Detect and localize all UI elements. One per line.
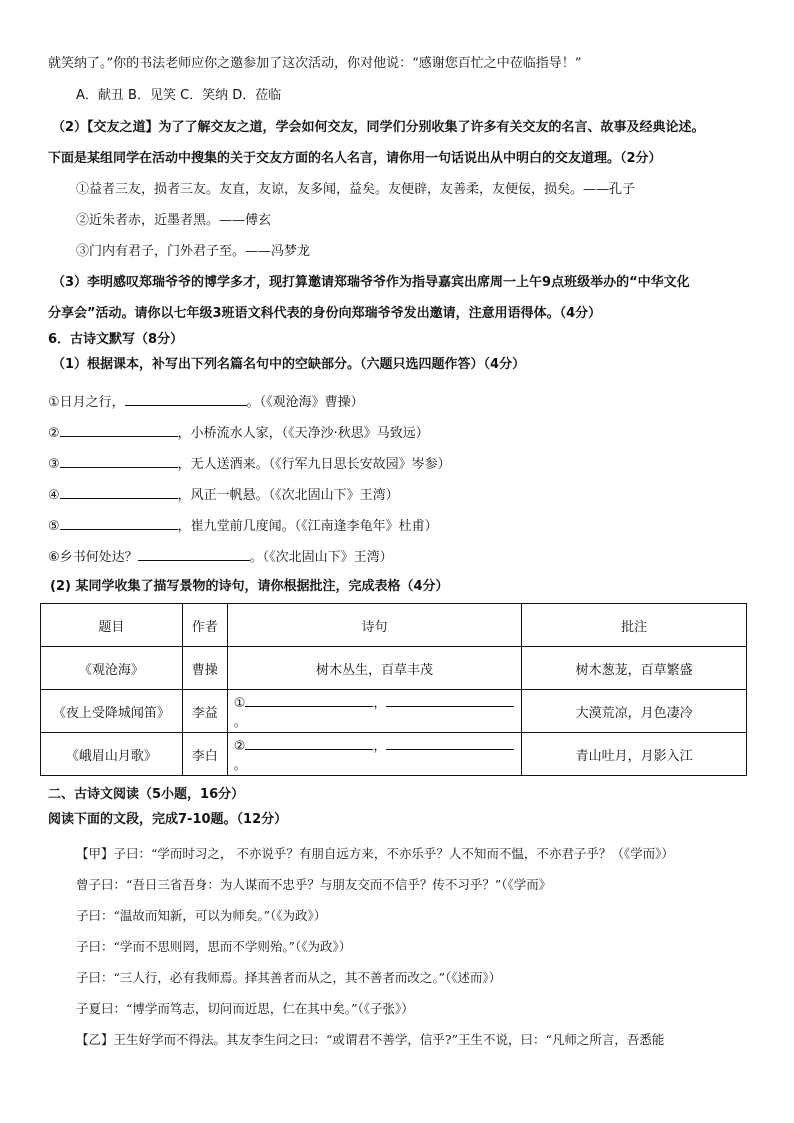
table-header: 诗句 bbox=[227, 604, 522, 647]
answer-blank[interactable] bbox=[125, 392, 247, 406]
question-text: 下面是某组同学在活动中搜集的关于交友方面的名人名言，请你用一句话说出从中明白的交友道理。（2分） bbox=[48, 151, 662, 166]
text-line: 就笑纳了。”你的书法老师应你之邀参加了这次活动，你对他说：“感谢您百忙之中莅临指导！” bbox=[48, 56, 582, 71]
answer-options: A．献丑 B．见笑 C．笑纳 D．莅临 bbox=[76, 88, 282, 103]
poem-author: 李白 bbox=[182, 733, 227, 776]
answer-blank[interactable] bbox=[60, 454, 178, 468]
item-suffix: ，小桥流水人家，（《天净沙·秋思》马致远） bbox=[177, 426, 429, 441]
quote-item: ①益者三友，损者三友。友直，友谅，友多闻，益矣。友便辟，友善柔，友便佞，损矣。——孔子 bbox=[76, 182, 636, 197]
fill-blank-item bbox=[48, 392, 364, 412]
reading-line: 子曰：“三人行，必有我师焉。择其善者而从之，其不善者而改之。”（《述而》） bbox=[76, 970, 502, 985]
answer-blank[interactable] bbox=[245, 693, 373, 707]
separator: 。 bbox=[233, 715, 247, 730]
fill-blank-item bbox=[48, 485, 399, 505]
question-heading: （1）根据课本，补写出下列名篇名句中的空缺部分。（六题只选四题作答）（4分） bbox=[52, 357, 526, 372]
poem-verse-blank bbox=[227, 690, 522, 733]
fill-blank-item bbox=[48, 547, 393, 567]
reading-line: 子夏曰：“博学而笃志，切问而近思，仁在其中矣。”（《子张》） bbox=[76, 1001, 414, 1016]
quote-item: ②近朱者赤，近墨者黑。——傅玄 bbox=[76, 213, 272, 228]
poem-title: 《夜上受降城闻笛》 bbox=[41, 690, 183, 733]
table-row bbox=[41, 647, 747, 690]
question-heading: （3）李明感叹郑瑞爷爷的博学多才，现打算邀请郑瑞爷爷作为指导嘉宾出席周一上午9点班级举办的“中华文化 bbox=[52, 275, 690, 290]
fill-blank-item bbox=[48, 454, 451, 474]
answer-blank[interactable] bbox=[386, 693, 514, 707]
fill-blank-item bbox=[48, 423, 429, 443]
item-prefix: ④ bbox=[48, 488, 60, 503]
answer-blank[interactable] bbox=[60, 485, 178, 499]
item-prefix: ③ bbox=[48, 457, 60, 472]
answer-blank[interactable] bbox=[138, 547, 250, 561]
table-header: 题目 bbox=[41, 604, 183, 647]
table-header-row bbox=[41, 604, 747, 647]
poem-verse: 树木丛生，百草丰茂 bbox=[227, 647, 522, 690]
answer-blank[interactable] bbox=[245, 736, 373, 750]
item-prefix: ② bbox=[48, 426, 60, 441]
poem-note: 青山吐月，月影入江 bbox=[522, 733, 747, 776]
separator: ， bbox=[373, 696, 387, 711]
answer-blank[interactable] bbox=[386, 736, 514, 750]
question-heading: （2）【交友之道】为了了解交友之道，学会如何交友，同学们分别收集了许多有关交友的名言、故事及经典论述。 bbox=[52, 120, 705, 135]
reading-line: 【乙】王生好学而不得法。其友李生问之曰：“或谓君不善学，信乎?”王生不说，曰：“凡师之所言，吾悉能 bbox=[76, 1032, 665, 1047]
item-suffix: ，崔九堂前几度闻。（《江南逢李龟年》杜甫） bbox=[177, 519, 438, 534]
item-prefix: ①日月之行， bbox=[48, 395, 125, 410]
poem-author: 李益 bbox=[182, 690, 227, 733]
item-prefix: ⑤ bbox=[48, 519, 60, 534]
answer-blank[interactable] bbox=[60, 516, 178, 530]
poem-author: 曹操 bbox=[182, 647, 227, 690]
item-prefix: ⑥乡书何处达？ bbox=[48, 550, 138, 565]
poem-table bbox=[40, 603, 747, 776]
question-text: 分享会”活动。请你以七年级3班语文科代表的身份向郑瑞爷爷发出邀请，注意用语得体。（4分） bbox=[48, 306, 602, 321]
item-prefix: ② bbox=[233, 739, 246, 754]
reading-intro: 阅读下面的文段，完成7-10题。（12分） bbox=[48, 812, 288, 827]
separator: 。 bbox=[233, 758, 247, 773]
poem-note: 大漠荒凉，月色凄冷 bbox=[522, 690, 747, 733]
reading-line: 曾子曰：“吾日三省吾身：为人谋而不忠乎？与朋友交而不信乎？传不习乎？”（《学而》 bbox=[76, 877, 552, 892]
section-heading: 6．古诗文默写（8分） bbox=[48, 332, 184, 347]
reading-line: 子曰：“温故而知新，可以为师矣。”（《为政》） bbox=[76, 908, 327, 923]
fill-blank-item bbox=[48, 516, 438, 536]
reading-line: 子曰：“学而不思则罔，思而不学则殆。”（《为政》） bbox=[76, 939, 352, 954]
separator: ， bbox=[373, 739, 387, 754]
item-suffix: 。（《次北固山下》王湾） bbox=[249, 550, 393, 565]
table-header: 作者 bbox=[182, 604, 227, 647]
poem-note: 树木葱茏，百草繁盛 bbox=[522, 647, 747, 690]
item-suffix: ，无人送酒来。（《行军九日思长安故园》岑参） bbox=[177, 457, 451, 472]
table-row bbox=[41, 733, 747, 776]
question-heading: (2) 某同学收集了描写景物的诗句，请你根据批注，完成表格（4分） bbox=[50, 579, 449, 594]
item-suffix: 。（《观沧海》曹操） bbox=[246, 395, 364, 410]
answer-blank[interactable] bbox=[60, 423, 178, 437]
table-row bbox=[41, 690, 747, 733]
quote-item: ③门内有君子，门外君子至。——冯梦龙 bbox=[76, 244, 311, 259]
poem-title: 《观沧海》 bbox=[41, 647, 183, 690]
table-header: 批注 bbox=[522, 604, 747, 647]
reading-line: 【甲】子曰：“学而时习之， 不亦说乎？有朋自远方来，不亦乐乎？人不知而不愠，不亦君子乎？（《学而》） bbox=[76, 846, 674, 861]
poem-verse-blank bbox=[227, 733, 522, 776]
section-heading: 二、古诗文阅读（5小题，16分） bbox=[48, 787, 245, 802]
poem-title: 《峨眉山月歌》 bbox=[41, 733, 183, 776]
item-prefix: ① bbox=[233, 696, 246, 711]
item-suffix: ，风正一帆悬。（《次北固山下》王湾） bbox=[177, 488, 399, 503]
